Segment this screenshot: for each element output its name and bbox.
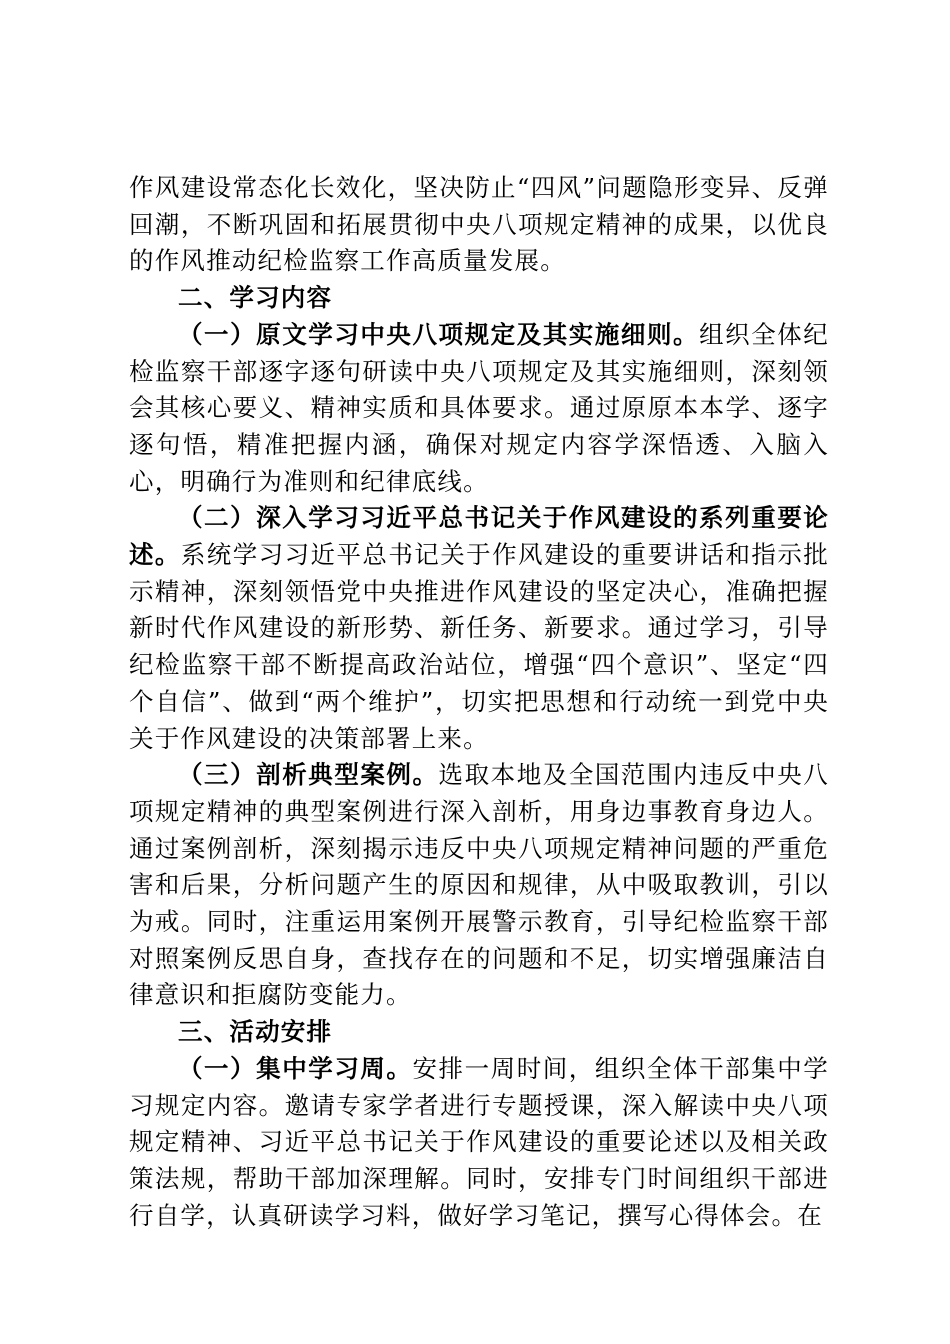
study-item-1-body: 组织全体纪检监察干部逐字逐句研读中央八项规定及其实施细则，深刻领会其核心要义、精神实质和具体要求。通过原原本本学、逐字逐句悟，精准把握内涵，确保对规定内容学深悟透、入脑入心，明确行为准则和纪律底线。 (129, 319, 830, 496)
study-item-1-paragraph (129, 317, 829, 501)
activity-item-1-paragraph (129, 1051, 829, 1235)
study-item-2-paragraph (129, 500, 829, 757)
document-body (129, 170, 829, 1234)
section-heading-activity-arrangement: 三、活动安排 (178, 1017, 333, 1047)
study-item-3-paragraph (129, 757, 829, 1014)
activity-item-1-lead: （一）集中学习周。 (178, 1053, 413, 1083)
study-item-3-body: 选取本地及全国范围内违反中央八项规定精神的典型案例进行深入剖析，用身边事教育身边人。通过案例剖析，深刻揭示违反中央八项规定精神问题的严重危害和后果，分析问题产生的原因和规律，从中吸取教训，引以为戒。同时，注重运用案例开展警示教育，引导纪检监察干部对照案例反思自身，查找存在的问题和不足，切实增强廉洁自律意识和拒腐防变能力。 (129, 760, 830, 1010)
study-item-1-lead: （一）原文学习中央八项规定及其实施细则。 (178, 319, 700, 349)
study-item-3-lead: （三）剖析典型案例。 (178, 760, 439, 790)
study-item-2-lead: （二）深入学习习近平总书记关于作风建设的系列重要论述。 (129, 503, 829, 570)
intro-continuation-paragraph: 作风建设常态化长效化，坚决防止“四风”问题隐形变异、反弹回潮，不断巩固和拓展贯彻中央八项规定精神的成果，以优良的作风推动纪检监察工作高质量发展。 (129, 173, 829, 276)
activity-item-1-body: 安排一周时间，组织全体干部集中学习规定内容。邀请专家学者进行专题授课，深入解读中央八项规定精神、习近平总书记关于作风建设的重要论述以及相关政策法规，帮助干部加深理解。同时，安排专门时间组织干部进行自学，认真研读学习料，做好学习笔记，撰写心得体会。在 (129, 1053, 829, 1230)
study-item-2-body: 系统学习习近平总书记关于作风建设的重要讲话和指示批示精神，深刻领悟党中央推进作风建设的坚定决心，准确把握新时代作风建设的新形势、新任务、新要求。通过学习，引导纪检监察干部不断提高政治站位，增强“四个意识”、坚定“四个自信”、做到“两个维护”，切实把思想和行动统一到党中央关于作风建设的决策部署上来。 (129, 540, 829, 753)
section-heading-study-content: 二、学习内容 (178, 283, 333, 313)
